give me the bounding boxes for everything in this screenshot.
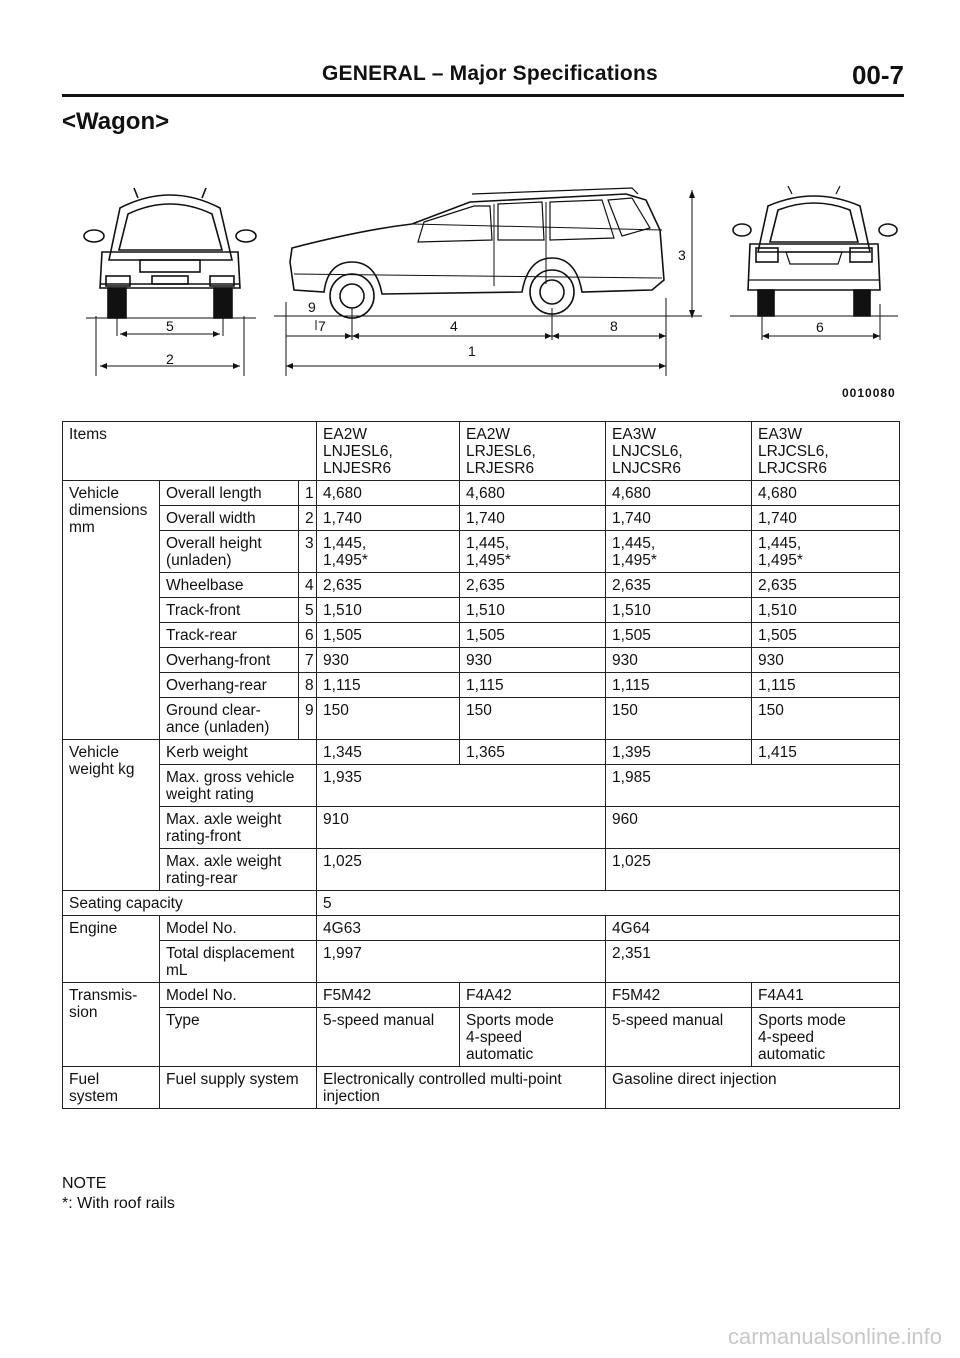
side-label-overall-length: 1 <box>468 343 476 359</box>
side-label-overall-height: 3 <box>678 247 686 263</box>
row-label: Overall height (unladen) <box>160 531 299 573</box>
cell-value: 1,025 <box>606 849 900 891</box>
cell-value: 1,345 <box>317 740 460 765</box>
cell-value: 1,505 <box>752 623 900 648</box>
cell-value: 2,635 <box>460 573 606 598</box>
table-row <box>63 941 900 983</box>
cell-value: 1,115 <box>317 673 460 698</box>
row-number: 7 <box>299 648 317 673</box>
cell-value: 930 <box>460 648 606 673</box>
cell-value: 1,445, 1,495* <box>752 531 900 573</box>
cell-value: 4,680 <box>752 481 900 506</box>
items-header: Items <box>63 422 317 481</box>
cell-value: 1,415 <box>752 740 900 765</box>
side-label-ground-clearance: 9 <box>308 299 316 315</box>
cell-value: 1,115 <box>752 673 900 698</box>
cell-value: 960 <box>606 807 900 849</box>
row-number: 4 <box>299 573 317 598</box>
row-label: Wheelbase <box>160 573 299 598</box>
cell-value: 1,115 <box>606 673 752 698</box>
cell-value: Gasoline direct injection <box>606 1067 900 1109</box>
cell-value: 150 <box>317 698 460 740</box>
cell-value: 1,445, 1,495* <box>460 531 606 573</box>
cell-value: 930 <box>317 648 460 673</box>
row-label: Overhang-rear <box>160 673 299 698</box>
front-view-drawing <box>84 188 256 376</box>
row-label: Overall width <box>160 506 299 531</box>
row-label: Type <box>160 1008 317 1067</box>
cell-value: 1,935 <box>317 765 606 807</box>
cell-value: F5M42 <box>317 983 460 1008</box>
cell-value: 930 <box>606 648 752 673</box>
table-row <box>63 765 900 807</box>
cell-value: 1,997 <box>317 941 606 983</box>
vehicle-dimension-diagram <box>62 180 904 380</box>
table-row <box>63 506 900 531</box>
row-label: Model No. <box>160 916 317 941</box>
cell-value: 150 <box>606 698 752 740</box>
table-row <box>63 481 900 506</box>
table-row <box>63 849 900 891</box>
table-row <box>63 1008 900 1067</box>
row-label: Max. gross vehicle weight rating <box>160 765 317 807</box>
table-row <box>63 648 900 673</box>
row-number: 3 <box>299 531 317 573</box>
cell-value: Sports mode 4-speed automatic <box>752 1008 900 1067</box>
rear-label-track: 6 <box>816 319 824 335</box>
page-header <box>62 58 904 97</box>
cell-value: 1,510 <box>460 598 606 623</box>
side-label-overhang-rear: 8 <box>610 318 618 334</box>
cell-value: 1,510 <box>317 598 460 623</box>
cell-value: 4,680 <box>460 481 606 506</box>
watermark: carmanualsonline.info <box>727 1324 942 1349</box>
table-row <box>63 807 900 849</box>
cell-value: 4G64 <box>606 916 900 941</box>
cell-value: 1,505 <box>317 623 460 648</box>
model-header: EA2W LRJESL6, LRJESR6 <box>460 422 606 481</box>
cell-value: 5-speed manual <box>317 1008 460 1067</box>
table-row <box>63 916 900 941</box>
group-vehicle-dimensions: Vehicle dimensions mm <box>63 481 160 740</box>
cell-value: 1,510 <box>606 598 752 623</box>
front-label-track: 5 <box>166 318 174 334</box>
cell-value: 2,635 <box>752 573 900 598</box>
side-view-drawing <box>274 188 702 376</box>
cell-value: 930 <box>752 648 900 673</box>
cell-value: 1,985 <box>606 765 900 807</box>
row-number: 1 <box>299 481 317 506</box>
group-fuel-system: Fuel system <box>63 1067 160 1109</box>
table-row <box>63 598 900 623</box>
cell-value: F5M42 <box>606 983 752 1008</box>
table-header-row <box>63 422 900 481</box>
cell-value: 2,351 <box>606 941 900 983</box>
cell-value: 910 <box>317 807 606 849</box>
model-header: EA2W LNJESL6, LNJESR6 <box>317 422 460 481</box>
cell-value: 1,505 <box>460 623 606 648</box>
group-vehicle-weight: Vehicle weight kg <box>63 740 160 891</box>
row-label: Track-rear <box>160 623 299 648</box>
row-number: 2 <box>299 506 317 531</box>
table-row <box>63 891 900 916</box>
model-header: EA3W LNJCSL6, LNJCSR6 <box>606 422 752 481</box>
cell-value: 4G63 <box>317 916 606 941</box>
cell-value: Sports mode 4-speed automatic <box>460 1008 606 1067</box>
page-number: 00-7 <box>851 60 904 90</box>
cell-value: 4,680 <box>606 481 752 506</box>
cell-value: 1,395 <box>606 740 752 765</box>
cell-value: 1,740 <box>752 506 900 531</box>
cell-value: F4A42 <box>460 983 606 1008</box>
cell-value: 1,445, 1,495* <box>606 531 752 573</box>
cell-value: 2,635 <box>317 573 460 598</box>
row-number: 6 <box>299 623 317 648</box>
row-number: 5 <box>299 598 317 623</box>
note-text: *: With roof rails <box>62 1195 175 1212</box>
table-row <box>63 1067 900 1109</box>
row-label: Max. axle weight rating-front <box>160 807 317 849</box>
group-engine: Engine <box>63 916 160 983</box>
row-label: Ground clear- ance (unladen) <box>160 698 299 740</box>
section-title: <Wagon> <box>62 108 170 135</box>
cell-value: 150 <box>460 698 606 740</box>
side-label-overhang-front: 7 <box>318 318 326 334</box>
row-label: Max. axle weight rating-rear <box>160 849 317 891</box>
cell-value: 5 <box>317 891 900 916</box>
table-row <box>63 983 900 1008</box>
figure-code: 0010080 <box>842 386 896 400</box>
cell-value: 1,740 <box>606 506 752 531</box>
header-title: GENERAL – Major Specifications <box>322 62 658 85</box>
row-label: Track-front <box>160 598 299 623</box>
table-row <box>63 740 900 765</box>
table-row <box>63 673 900 698</box>
note <box>62 1174 175 1214</box>
row-label: Model No. <box>160 983 317 1008</box>
row-label: Fuel supply system <box>160 1067 317 1109</box>
cell-value: 2,635 <box>606 573 752 598</box>
row-label: Kerb weight <box>160 740 317 765</box>
cell-value: F4A41 <box>752 983 900 1008</box>
cell-value: 150 <box>752 698 900 740</box>
note-title: NOTE <box>62 1175 107 1192</box>
table-row <box>63 531 900 573</box>
row-number: 8 <box>299 673 317 698</box>
row-label: Overall length <box>160 481 299 506</box>
side-label-wheelbase: 4 <box>450 318 458 334</box>
spec-table <box>62 421 900 1109</box>
cell-value: 1,505 <box>606 623 752 648</box>
cell-value: 4,680 <box>317 481 460 506</box>
row-number: 9 <box>299 698 317 740</box>
cell-value: 1,510 <box>752 598 900 623</box>
cell-value: 1,445, 1,495* <box>317 531 460 573</box>
row-label: Seating capacity <box>63 891 317 916</box>
table-row <box>63 698 900 740</box>
rear-view-drawing <box>730 186 898 340</box>
front-label-width: 2 <box>166 351 174 367</box>
cell-value: 1,025 <box>317 849 606 891</box>
row-label: Total displacement mL <box>160 941 317 983</box>
row-label: Overhang-front <box>160 648 299 673</box>
table-row <box>63 573 900 598</box>
group-transmission: Transmis- sion <box>63 983 160 1067</box>
cell-value: 1,115 <box>460 673 606 698</box>
cell-value: 1,740 <box>460 506 606 531</box>
model-header: EA3W LRJCSL6, LRJCSR6 <box>752 422 900 481</box>
cell-value: 1,740 <box>317 506 460 531</box>
cell-value: Electronically controlled multi-point injection <box>317 1067 606 1109</box>
cell-value: 5-speed manual <box>606 1008 752 1067</box>
table-row <box>63 623 900 648</box>
cell-value: 1,365 <box>460 740 606 765</box>
